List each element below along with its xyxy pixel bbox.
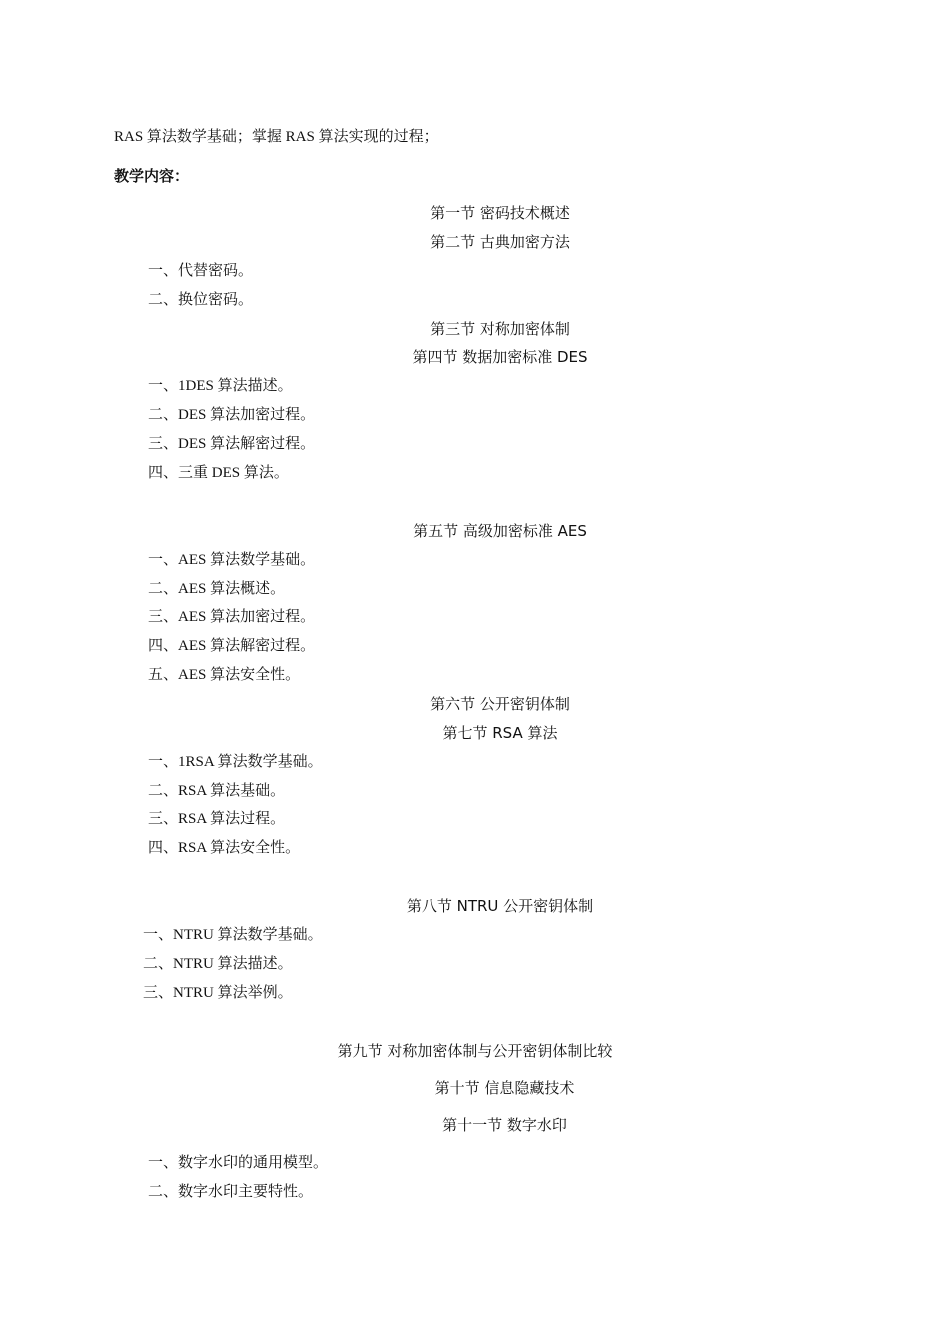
list-item: 三、NTRU 算法举例。 (143, 985, 293, 1001)
list-item: 一、代替密码。 (148, 263, 254, 279)
list-item: 三、AES 算法加密过程。 (148, 609, 316, 625)
section-heading-5: 第五节 高级加密标准 AES (413, 522, 587, 540)
section-heading-1: 第一节 密码技术概述 (430, 204, 570, 222)
list-item: 三、RSA 算法过程。 (148, 811, 286, 827)
list-item: 一、NTRU 算法数学基础。 (143, 927, 323, 943)
list-item: 一、AES 算法数学基础。 (148, 552, 316, 568)
list-item: 二、AES 算法概述。 (148, 581, 286, 597)
section-heading-3: 第三节 对称加密体制 (430, 320, 570, 338)
section-heading-6: 第六节 公开密钥体制 (430, 695, 570, 713)
list-item: 一、1RSA 算法数学基础。 (148, 754, 323, 770)
list-item: 四、三重 DES 算法。 (148, 465, 289, 481)
section-heading-11: 第十一节 数字水印 (442, 1116, 567, 1134)
section-heading-4: 第四节 数据加密标准 DES (412, 348, 588, 366)
list-item: 三、DES 算法解密过程。 (148, 436, 316, 452)
list-item: 二、数字水印主要特性。 (148, 1184, 314, 1200)
section-heading-10: 第十节 信息隐藏技术 (434, 1079, 575, 1097)
section-heading-8: 第八节 NTRU 公开密钥体制 (406, 897, 594, 915)
intro-text: RAS 算法数学基础；掌握 RAS 算法实现的过程； (114, 129, 439, 145)
list-item: 一、1DES 算法描述。 (148, 378, 293, 394)
list-item: 四、RSA 算法安全性。 (148, 840, 301, 856)
list-item: 二、换位密码。 (148, 292, 254, 308)
content-heading: 教学内容： (114, 167, 190, 185)
list-item: 五、AES 算法安全性。 (148, 667, 301, 683)
list-item: 四、AES 算法解密过程。 (148, 638, 316, 654)
list-item: 二、NTRU 算法描述。 (143, 956, 293, 972)
section-heading-2: 第二节 古典加密方法 (430, 233, 570, 251)
list-item: 二、DES 算法加密过程。 (148, 407, 316, 423)
section-heading-9: 第九节 对称加密体制与公开密钥体制比较 (337, 1042, 613, 1060)
list-item: 一、数字水印的通用模型。 (148, 1155, 329, 1171)
list-item: 二、RSA 算法基础。 (148, 783, 286, 799)
section-heading-7: 第七节 RSA 算法 (442, 724, 558, 742)
